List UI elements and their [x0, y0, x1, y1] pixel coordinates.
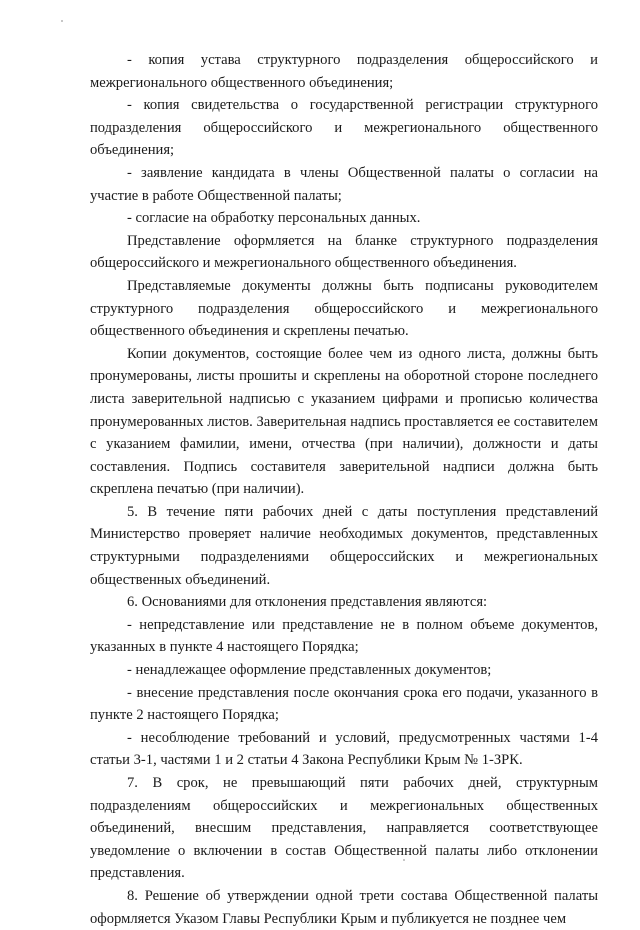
- list-item-charter-copy: - копия устава структурного подразделения общероссийского и межрегионального общественного объединения;: [90, 52, 598, 91]
- clause-5: 5. В течение пяти рабочих дней с даты поступления представлений Министерство проверяет наличие необходимых документов, представленных структурными подразделениями общероссийских и межрегиональных общественных объединений.: [90, 503, 598, 588]
- clause-6-item-improper: - ненадлежащее оформление представленных документов;: [127, 662, 492, 679]
- paragraph-letterhead: Представление оформляется на бланке структурного подразделения общероссийского и межрегионального общественного объединения.: [90, 232, 598, 272]
- clause-6-item-noncompliance: - несоблюдение требований и условий, предусмотренных частями 1-4 статьи 3-1, частями 1 и 2 статьи 4 Закона Республики Крым № 1-ЗРК.: [90, 729, 598, 769]
- paragraph-document-copies: Копии документов, состоящие более чем из одного листа, должны быть пронумерованы, листы прошиты и скреплены на оборотной стороне последнего листа заверительной надписью с указанием цифрами и прописью количества пронумерованных листов. Заверительная надпись проставляется ее составителем с указанием фамилии, имени, отчества (при наличии), должности и даты составления. Подпись составителя заверительной надписи должна быть скреплена печатью (при наличии).: [90, 345, 598, 498]
- clause-7: 7. В срок, не превышающий пяти рабочих дней, структурным подразделениям общероссийских и межрегиональных общественных объединений, внесшим представления, направляется соответствующее уведомление о включении в состав Общественной палаты либо отклонении представления.: [90, 775, 598, 882]
- list-item-registration-certificate: - копия свидетельства о государственной регистрации структурного подразделения общероссийского и межрегионального общественного объединения;: [90, 97, 598, 159]
- paragraph-signatures: Представляемые документы должны быть подписаны руководителем структурного подразделения общероссийского и межрегионального общественного объединения и скреплены печатью.: [90, 277, 598, 340]
- clause-6: 6. Основаниями для отклонения представления являются:: [127, 594, 488, 611]
- scan-speck: [61, 20, 63, 22]
- clause-6-item-incomplete: - непредставление или представление не в полном объеме документов, указанных в пункте 4 настоящего Порядка;: [90, 616, 598, 656]
- clause-8: 8. Решение об утверждении одной трети состава Общественной палаты оформляется Указом Главы Республики Крым и публикуется не позднее чем: [90, 887, 598, 927]
- list-item-personal-data-consent: - согласие на обработку персональных данных.: [127, 210, 421, 227]
- document-body: [90, 49, 598, 930]
- list-item-candidate-statement: - заявление кандидата в члены Общественной палаты о согласии на участие в работе Общественной палаты;: [90, 164, 598, 204]
- clause-6-item-late: - внесение представления после окончания срока его подачи, указанного в пункте 2 настоящего Порядка;: [90, 684, 598, 724]
